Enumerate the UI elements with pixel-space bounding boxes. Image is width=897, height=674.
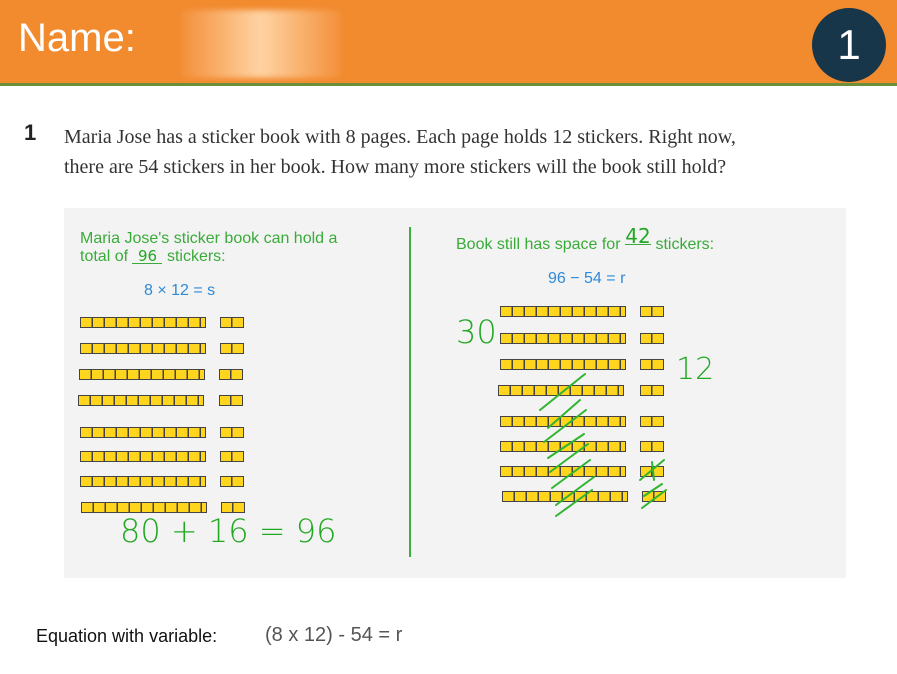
right-label	[456, 224, 715, 254]
right-label-suffix: stickers:	[655, 236, 715, 253]
ten-stick	[498, 385, 624, 396]
left-label-suffix: stickers:	[166, 248, 226, 265]
ten-stick	[500, 466, 626, 477]
ones-block	[220, 343, 244, 354]
ten-stick	[80, 451, 206, 462]
question-text	[64, 122, 864, 182]
handwritten-12: 12	[676, 352, 715, 387]
name-label: Name:	[18, 16, 136, 60]
ones-block	[219, 395, 243, 406]
ten-stick	[500, 441, 626, 452]
handwritten-total: 96	[132, 249, 162, 264]
ten-stick	[80, 427, 206, 438]
ones-block	[220, 427, 244, 438]
ones-block	[640, 333, 664, 344]
ones-block	[640, 359, 664, 370]
right-equation: 96 − 54 = r	[548, 270, 626, 287]
ten-stick	[500, 306, 626, 317]
handwritten-sum: 80 + 16 = 96	[120, 512, 337, 550]
ones-block	[642, 491, 666, 502]
ten-stick	[80, 343, 206, 354]
ten-stick	[500, 416, 626, 427]
left-label-line1: Maria Jose's sticker book can hold a	[80, 230, 338, 247]
ten-stick	[502, 491, 628, 502]
ten-stick	[500, 333, 626, 344]
equation-label: Equation with variable:	[36, 626, 218, 646]
question-line-1: Maria Jose has a sticker book with 8 pages. Each page holds 12 stickers. Right now,	[64, 126, 736, 148]
ones-block	[640, 441, 664, 452]
ones-block	[220, 476, 244, 487]
ten-stick	[500, 359, 626, 370]
redacted-name	[180, 10, 342, 78]
equation-with-variable: (8 x 12) - 54 = r	[265, 624, 403, 646]
ones-block	[640, 385, 664, 396]
ones-block	[219, 369, 243, 380]
ones-block	[220, 451, 244, 462]
handwritten-30: 30	[456, 313, 497, 351]
ten-stick	[79, 369, 205, 380]
question-number: 1	[24, 120, 37, 145]
ten-stick	[80, 476, 206, 487]
ones-block	[640, 306, 664, 317]
left-label-line2	[80, 248, 226, 266]
ones-block	[640, 466, 664, 477]
ones-block	[640, 416, 664, 427]
left-equation: 8 × 12 = s	[144, 282, 216, 299]
left-label-prefix: total of	[80, 248, 129, 265]
header-bar	[0, 0, 897, 86]
ten-stick	[78, 395, 204, 406]
ones-block	[220, 317, 244, 328]
page-number-badge: 1	[812, 8, 886, 82]
ten-stick	[80, 317, 206, 328]
question-line-2: there are 54 stickers in her book. How many more stickers will the book still hold?	[64, 156, 727, 178]
panel-divider	[409, 227, 411, 557]
right-label-prefix: Book still has space for	[456, 236, 621, 253]
handwritten-answer: 42	[625, 224, 651, 248]
